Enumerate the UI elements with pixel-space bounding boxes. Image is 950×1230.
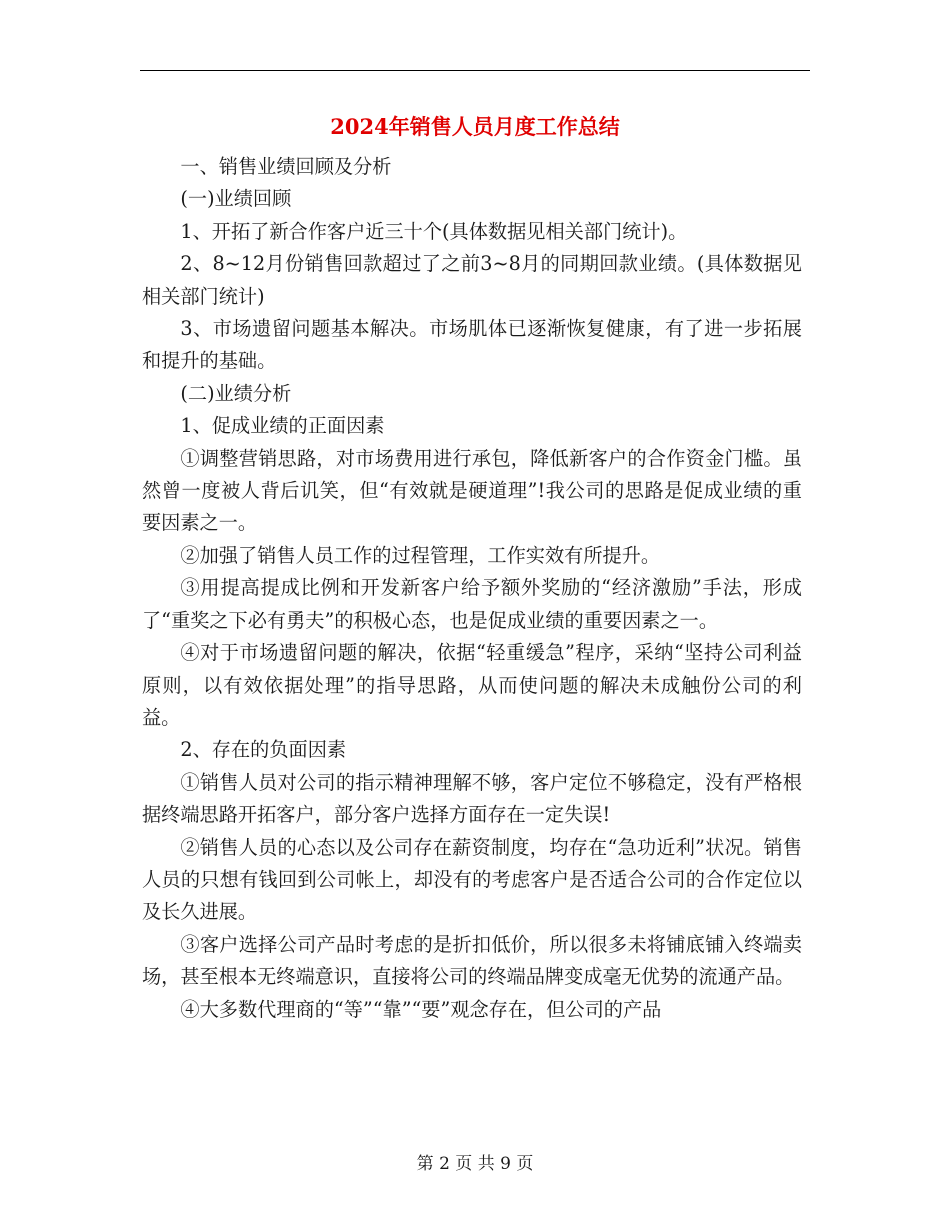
paragraph: ②加强了销售人员工作的过程管理，工作实效有所提升。 xyxy=(180,543,661,567)
section-heading: 一、销售业绩回顾及分析 xyxy=(180,155,392,178)
paragraph: 3、市场遗留问题基本解决。市场肌体已逐渐恢复健康，有了进一步拓展和提升的基础。 xyxy=(142,317,802,373)
paragraph: ④大多数代理商的“等”“靠”“要”观念存在，但公司的产品 xyxy=(180,997,662,1021)
header-rule xyxy=(140,70,810,71)
item-heading: 1、促成业绩的正面因素 xyxy=(180,414,385,438)
paragraph: ④对于市场遗留问题的解决，依据“轻重缓急”程序，采纳“坚持公司利益原则，以有效依据处理”的指导思路，从而使问题的解决未成触份公司的利益。 xyxy=(142,641,802,729)
document-title: 2024年销售人员月度工作总结 xyxy=(330,114,620,139)
paragraph: 1、开拓了新合作客户近三十个(具体数据见相关部门统计)。 xyxy=(180,219,688,243)
paragraph: ②销售人员的心态以及公司存在薪资制度，均存在“急功近利”状况。销售人员的只想有钱回到公司帐上，却没有的考虑客户是否适合公司的合作定位以及长久进展。 xyxy=(142,835,802,924)
paragraph: 2、8~12月份销售回款超过了之前3~8月的同期回款业绩。(具体数据见相关部门统计) xyxy=(142,252,802,308)
paragraph: ①销售人员对公司的指示精神理解不够，客户定位不够稳定，没有严格根据终端思路开拓客户，部分客户选择方面存在一定失误! xyxy=(142,770,802,827)
document-body xyxy=(142,151,802,1026)
paragraph: ③客户选择公司产品时考虑的是折扣低价，所以很多未将铺底铺入终端卖场，甚至根本无终端意识，直接将公司的终端品牌变成毫无优势的流通产品。 xyxy=(142,932,802,989)
subsection-heading: (一)业绩回顾 xyxy=(180,187,292,211)
item-heading: 2、存在的负面因素 xyxy=(180,738,347,762)
subsection-heading: (二)业绩分析 xyxy=(180,381,292,405)
paragraph: ①调整营销思路，对市场费用进行承包，降低新客户的合作资金门槛。虽然曾一度被人背后讥笑，但“有效就是硬道理”!我公司的思路是促成业绩的重要因素之一。 xyxy=(142,446,802,535)
paragraph: ③用提高提成比例和开发新客户给予额外奖励的“经济激励”手法，形成了“重奖之下必有勇夫”的积极心态，也是促成业绩的重要因素之一。 xyxy=(142,576,802,632)
page-number: 第 2 页 共 9 页 xyxy=(416,1154,534,1174)
